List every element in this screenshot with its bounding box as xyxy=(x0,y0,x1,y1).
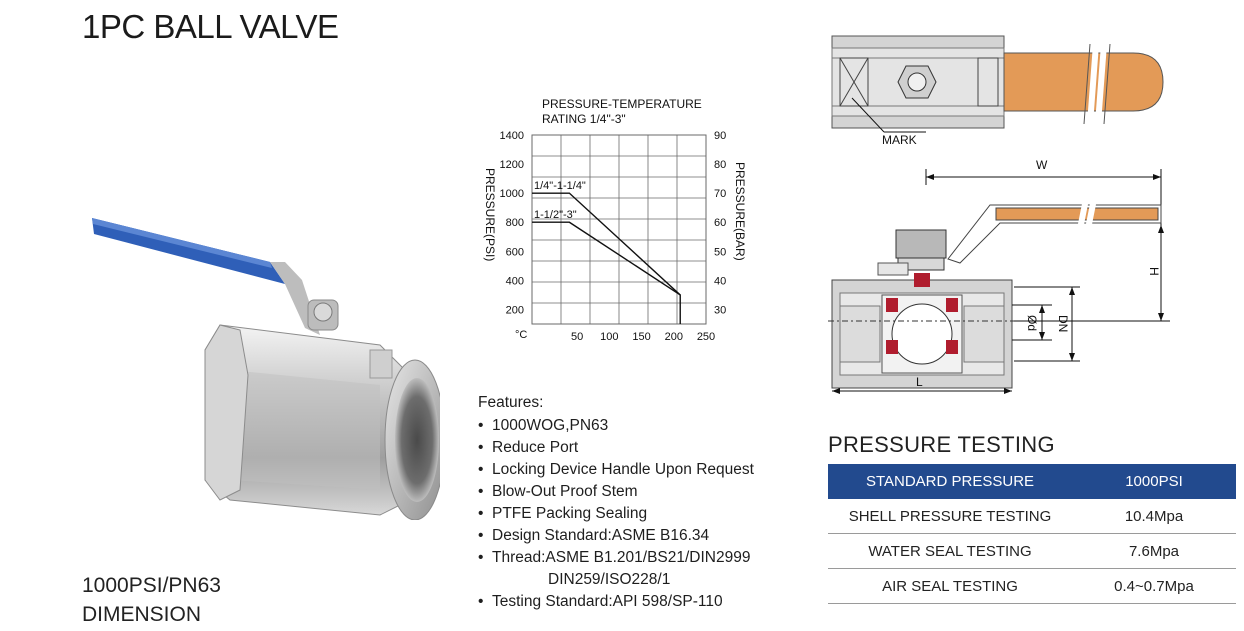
dimension-caption: DIMENSION xyxy=(82,603,202,626)
chart-y-tick-label: 1200 xyxy=(499,159,524,172)
chart-y2-tick-label: 60 xyxy=(714,217,727,230)
table-cell-value: 0.4~0.7Mpa xyxy=(1072,569,1236,604)
chart-y-tick-label: 1000 xyxy=(499,188,524,201)
chart-y2-tick-label: 90 xyxy=(714,130,727,142)
chart-x-tick-label: 50 xyxy=(570,331,584,343)
top-view-drawing xyxy=(828,28,1168,148)
chart-y2-axis-title: PRESSURE(BAR) xyxy=(733,162,747,261)
seat-bottom-right xyxy=(946,340,958,354)
chart-x-tick-label: 200 xyxy=(664,331,683,343)
seat-bottom-left xyxy=(886,340,898,354)
features-list xyxy=(478,415,754,613)
stem-seal xyxy=(914,273,930,287)
side-view-handle xyxy=(996,208,1158,220)
feature-thread-continuation: DIN259/ISO228/1 xyxy=(548,571,671,588)
chart-title-line2: RATING 1/4"-3" xyxy=(542,112,626,126)
table-cell-test: WATER SEAL TESTING xyxy=(828,534,1072,569)
side-view-drawing xyxy=(828,155,1178,405)
feature-item: • PTFE Packing Sealing xyxy=(478,503,754,525)
features-heading: Features: xyxy=(478,394,544,411)
chart-x-tick-label: 250 xyxy=(696,331,716,343)
chart-title-line1: PRESSURE-TEMPERATURE xyxy=(542,97,702,111)
page-title: 1PC BALL VALVE xyxy=(82,8,339,45)
table-cell-value: 10.4Mpa xyxy=(1072,499,1236,534)
feature-item: • Design Standard:ASME B16.34 xyxy=(478,525,754,547)
chart-y2-tick-label: 70 xyxy=(714,188,727,201)
table-cell-value: 1000PSI xyxy=(1072,464,1236,499)
pressure-testing-heading: PRESSURE TESTING xyxy=(828,432,1055,457)
chart-y-tick-label: 200 xyxy=(505,304,524,317)
table-cell-test: SHELL PRESSURE TESTING xyxy=(828,499,1072,534)
table-row xyxy=(828,569,1236,604)
feature-item: • Locking Device Handle Upon Request xyxy=(478,459,754,481)
table-row-standard-pressure xyxy=(828,464,1236,499)
seat-top-left xyxy=(886,298,898,312)
chart-y-tick-label: 400 xyxy=(505,275,524,288)
seat-top-right xyxy=(946,298,958,312)
mark-label: MARK xyxy=(882,133,917,147)
chart-y-tick-label: 800 xyxy=(505,217,524,230)
h-dimension-label: H xyxy=(1147,267,1161,276)
chart-y2-tick-label: 80 xyxy=(714,159,727,172)
chart-y-tick-label: 600 xyxy=(505,246,524,259)
top-view-handle xyxy=(1004,53,1163,111)
bore-dimension-label: Ød xyxy=(1025,315,1039,332)
table-cell-value: 7.6Mpa xyxy=(1072,534,1236,569)
w-dimension-label: W xyxy=(1036,158,1048,172)
pressure-testing-table xyxy=(828,464,1236,604)
chart-series-label: 1-1/2"-3" xyxy=(534,209,577,222)
chart-y-tick-label: 1400 xyxy=(499,130,524,142)
feature-item: • 1000WOG,PN63 xyxy=(478,415,754,437)
feature-item: • Blow-Out Proof Stem xyxy=(478,481,754,503)
features-section xyxy=(478,392,754,613)
table-row xyxy=(828,534,1236,569)
table-row xyxy=(828,499,1236,534)
table-cell-test: STANDARD PRESSURE xyxy=(828,464,1072,499)
chart-series-line xyxy=(532,222,680,295)
ball-valve-photo xyxy=(80,200,440,520)
feature-item-thread xyxy=(478,547,754,591)
feature-thread-text: Thread:ASME B1.201/BS21/DIN2999 xyxy=(492,549,751,566)
chart-x-tick-label: 150 xyxy=(632,331,651,343)
chart-y2-tick-label: 50 xyxy=(714,246,727,259)
chart-y-axis-title: PRESSURE(PSI) xyxy=(483,168,497,262)
l-dimension-label: L xyxy=(916,375,923,389)
dn-dimension-label: DN xyxy=(1056,315,1070,333)
chart-series-label: 1/4"-1-1/4" xyxy=(534,180,586,193)
chart-y2-tick-label: 40 xyxy=(714,275,727,288)
rating-caption: 1000PSI/PN63 xyxy=(82,574,221,597)
chart-ticks xyxy=(500,130,727,343)
feature-item: • Testing Standard:API 598/SP-110 xyxy=(478,591,754,613)
chart-y2-tick-label: 30 xyxy=(714,304,727,317)
chart-x-axis-title: °C xyxy=(515,329,528,341)
table-cell-test: AIR SEAL TESTING xyxy=(828,569,1072,604)
feature-item: • Reduce Port xyxy=(478,437,754,459)
chart-x-tick-label: 100 xyxy=(600,331,619,343)
pressure-temperature-chart xyxy=(470,90,760,360)
